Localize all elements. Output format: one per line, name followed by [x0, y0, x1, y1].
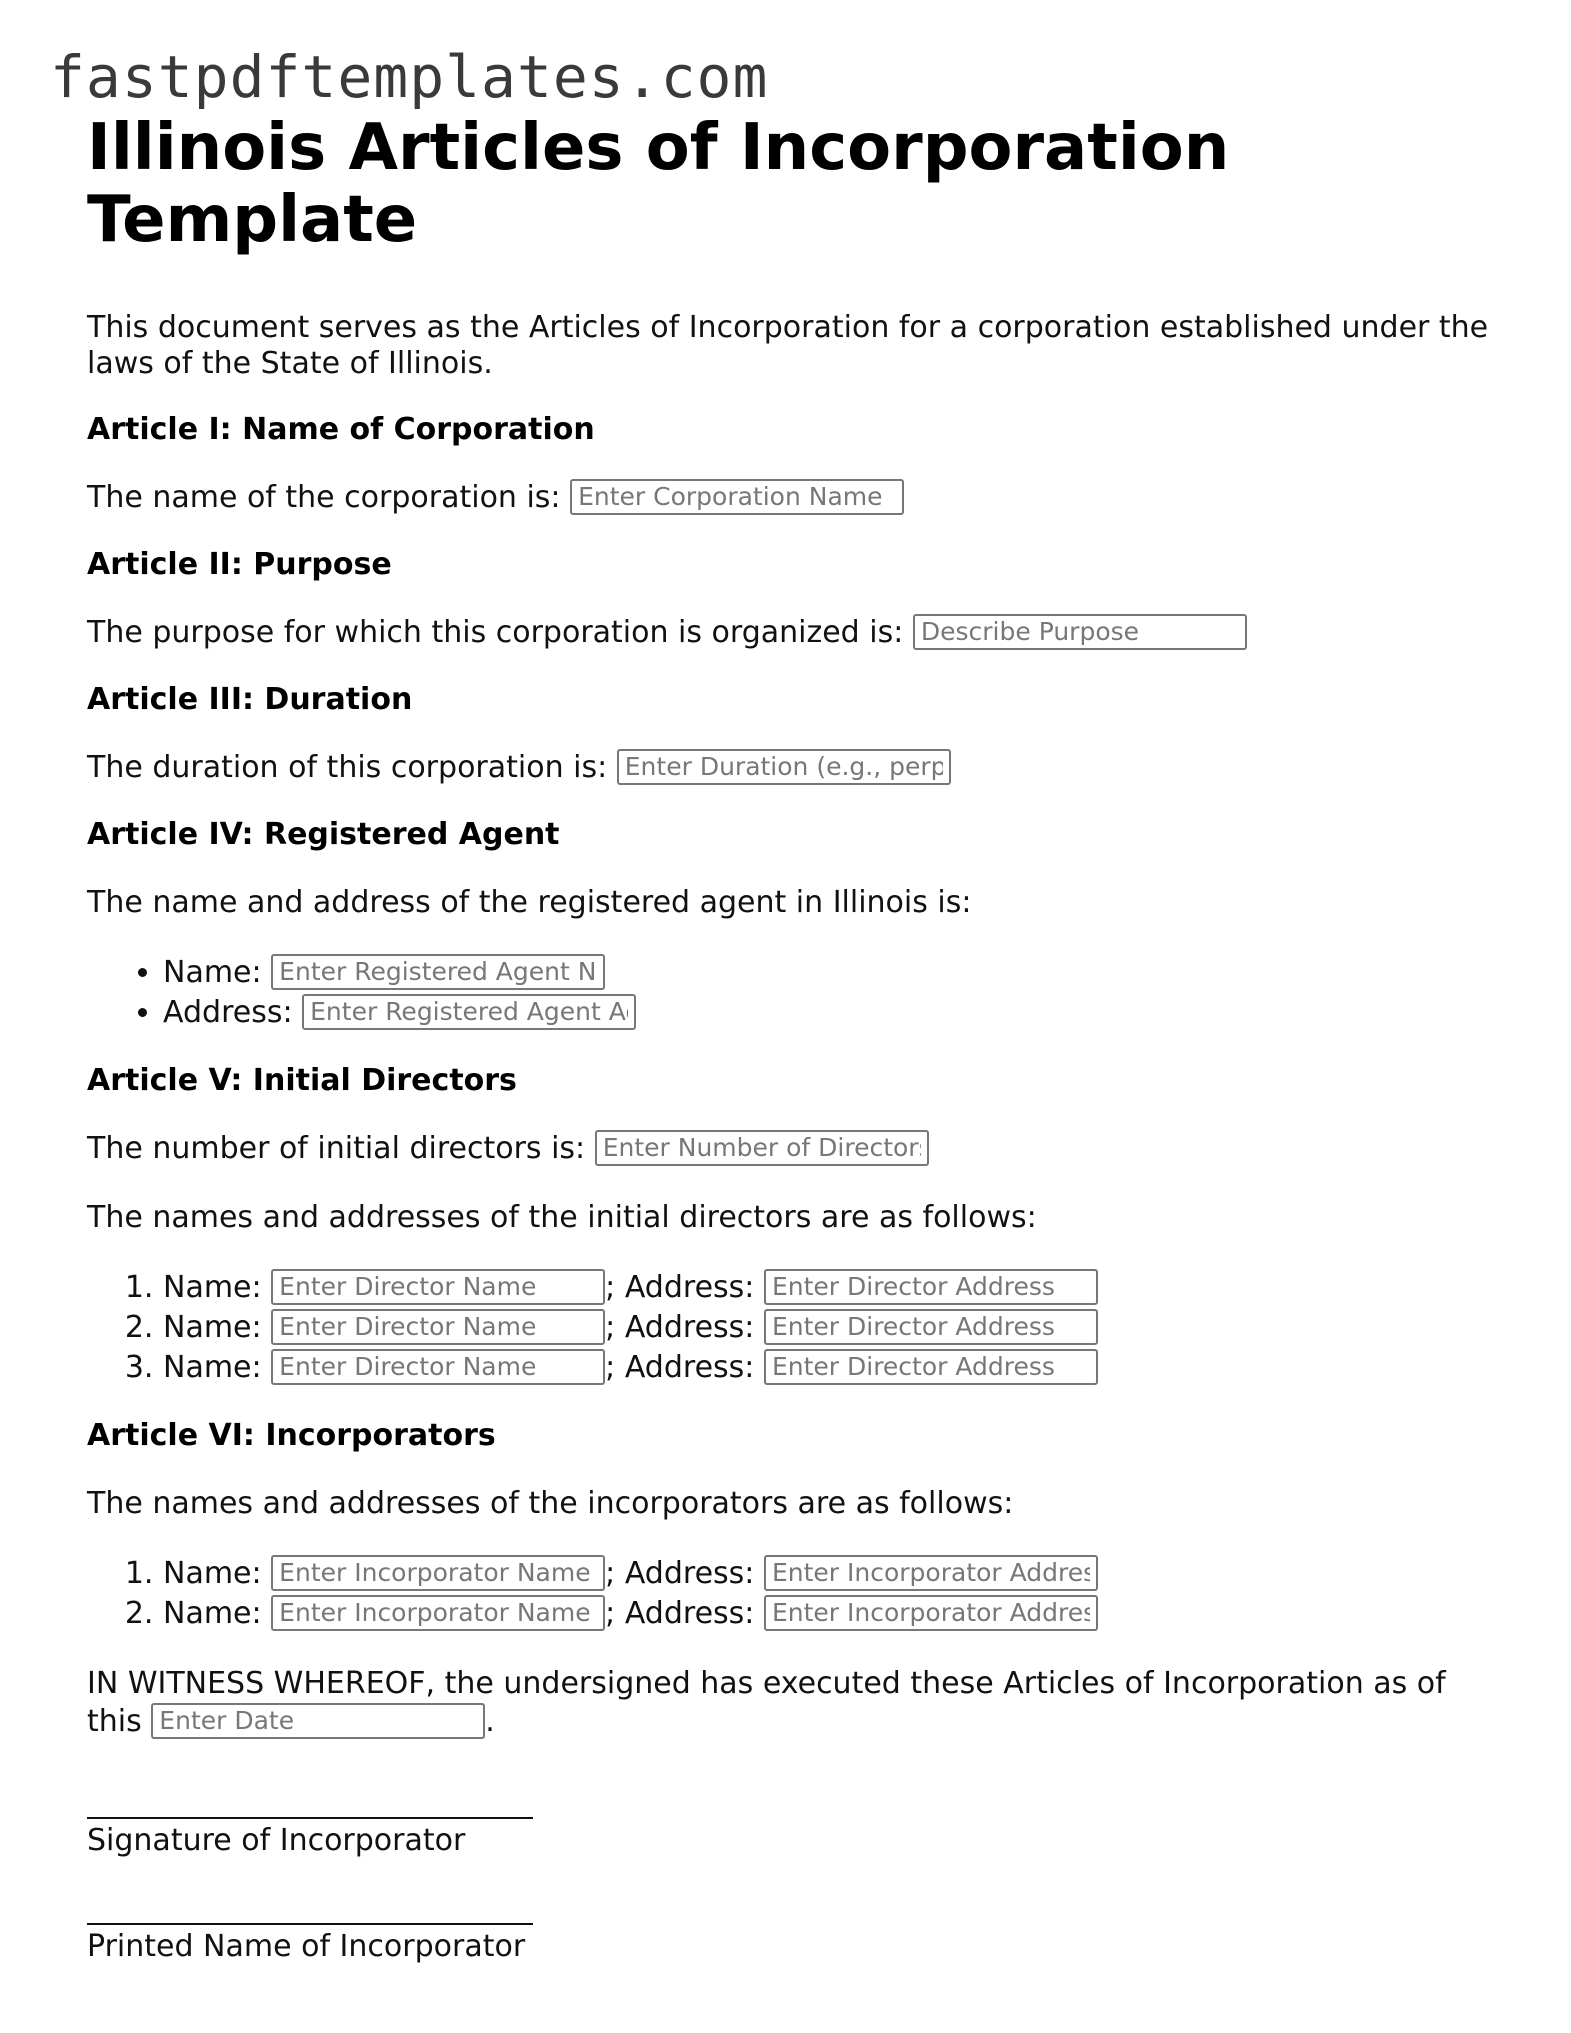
printed-name-block: [87, 1899, 1507, 1965]
incorporators-list: [87, 1554, 1507, 1634]
article-6-heading: Article VI: Incorporators: [87, 1418, 496, 1453]
signature-block: [87, 1793, 1507, 1859]
director-name-label: Name:: [163, 1350, 262, 1385]
list-item: [163, 1268, 1507, 1308]
list-item: [163, 1348, 1507, 1388]
article-4-text: The name and address of the registered agent in Illinois is:: [87, 885, 972, 920]
incorporator-1-name-input[interactable]: [271, 1555, 605, 1591]
director-name-label: Name:: [163, 1270, 262, 1305]
article-5-count-line: [87, 1130, 1507, 1168]
page-title: Illinois Articles of Incorporation Template: [87, 111, 1230, 257]
duration-input[interactable]: [617, 749, 951, 785]
document-page: [87, 112, 1507, 1965]
agent-address-label: Address:: [163, 995, 293, 1030]
director-name-label: Name:: [163, 1310, 262, 1345]
director-address-label: ; Address:: [605, 1270, 755, 1305]
list-item: [163, 1554, 1507, 1594]
agent-name-label: Name:: [163, 955, 262, 990]
watermark: fastpdftemplates.com: [50, 43, 769, 111]
article-1-heading: Article I: Name of Corporation: [87, 412, 595, 447]
printed-name-line: [87, 1899, 533, 1925]
director-2-address-input[interactable]: [764, 1309, 1098, 1345]
printed-name-label: Printed Name of Incorporator: [87, 1929, 526, 1964]
article-3-text: The duration of this corporation is:: [87, 750, 608, 785]
director-address-label: ; Address:: [605, 1350, 755, 1385]
date-input[interactable]: [151, 1703, 485, 1739]
corporation-name-input[interactable]: [570, 479, 904, 515]
director-1-address-input[interactable]: [764, 1269, 1098, 1305]
article-5-heading: Article V: Initial Directors: [87, 1063, 517, 1098]
list-item: [163, 953, 1507, 993]
incorporator-address-label: ; Address:: [605, 1596, 755, 1631]
article-5-list-text: The names and addresses of the initial directors are as follows:: [87, 1200, 1037, 1235]
directors-list: [87, 1268, 1507, 1388]
intro-paragraph: This document serves as the Articles of Incorporation for a corporation established under the laws of the State of Illinois.: [87, 310, 1489, 381]
article-3-line: [87, 749, 1507, 787]
article-2-text: The purpose for which this corporation is organized is:: [87, 615, 904, 650]
director-1-name-input[interactable]: [271, 1269, 605, 1305]
incorporator-1-address-input[interactable]: [764, 1555, 1098, 1591]
incorporator-2-name-input[interactable]: [271, 1595, 605, 1631]
list-item: [163, 1594, 1507, 1634]
article-5-count-text: The number of initial directors is:: [87, 1131, 586, 1166]
witness-end: .: [485, 1704, 495, 1739]
witness-paragraph: [87, 1665, 1507, 1741]
article-2-line: [87, 614, 1507, 652]
director-3-address-input[interactable]: [764, 1349, 1098, 1385]
incorporator-address-label: ; Address:: [605, 1556, 755, 1591]
purpose-input[interactable]: [913, 614, 1247, 650]
witness-text: IN WITNESS WHEREOF, the undersigned has executed these Articles of Incorporation as of this: [87, 1666, 1446, 1739]
registered-agent-list: [87, 953, 1507, 1033]
article-6-list-text: The names and addresses of the incorporators are as follows:: [87, 1486, 1014, 1521]
director-count-input[interactable]: [595, 1130, 929, 1166]
incorporator-name-label: Name:: [163, 1556, 262, 1591]
incorporator-2-address-input[interactable]: [764, 1595, 1098, 1631]
list-item: [163, 993, 1507, 1033]
article-3-heading: Article III: Duration: [87, 682, 413, 717]
article-4-heading: Article IV: Registered Agent: [87, 817, 560, 852]
agent-name-input[interactable]: [271, 954, 605, 990]
director-2-name-input[interactable]: [271, 1309, 605, 1345]
director-address-label: ; Address:: [605, 1310, 755, 1345]
incorporator-name-label: Name:: [163, 1596, 262, 1631]
article-1-text: The name of the corporation is:: [87, 480, 561, 515]
article-2-heading: Article II: Purpose: [87, 547, 392, 582]
article-1-line: [87, 479, 1507, 517]
signature-label: Signature of Incorporator: [87, 1823, 466, 1858]
agent-address-input[interactable]: [302, 994, 636, 1030]
signature-line: [87, 1793, 533, 1819]
list-item: [163, 1308, 1507, 1348]
director-3-name-input[interactable]: [271, 1349, 605, 1385]
